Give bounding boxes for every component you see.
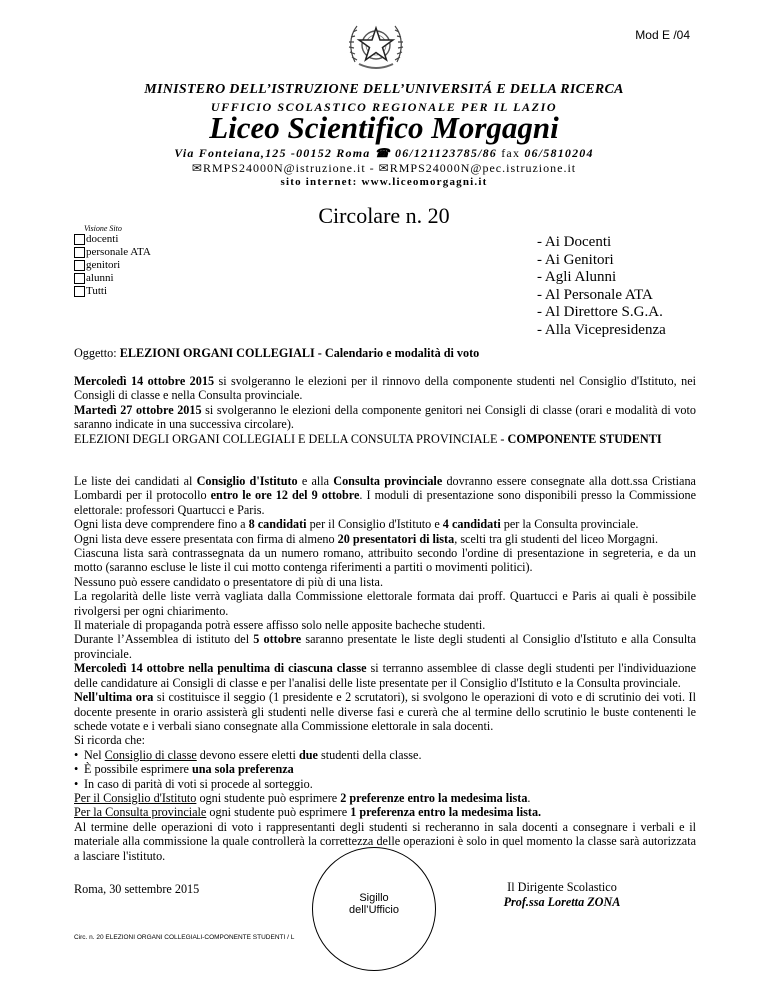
italian-republic-emblem-icon (345, 14, 407, 76)
checkbox-icon[interactable] (74, 286, 85, 297)
subject-line (74, 346, 696, 360)
date-parents: Martedì 27 ottobre 2015 (74, 402, 202, 417)
recipient: - Al Personale ATA (537, 286, 653, 303)
body-paragraph: Ogni lista deve essere presentata con firma di almeno 20 presentatori di lista, scelti tra gli studenti del liceo Morgagni. (74, 531, 659, 546)
visione-item[interactable] (74, 259, 151, 272)
intro-students (74, 374, 696, 403)
recipients-list (537, 234, 666, 339)
bullet-item: • È possibile esprimere una sola preferenza (74, 762, 294, 777)
phone-number: 06/121123785/86 (395, 146, 498, 160)
visione-item-label: personale ATA (86, 246, 151, 258)
school-address (0, 146, 768, 161)
email-separator: - (369, 161, 375, 175)
bullet-icon: • (74, 762, 79, 777)
body-paragraph: Per la Consulta provinciale ogni studente può esprimere 1 preferenza entro la medesima lista. (74, 805, 542, 820)
bullet-icon: • (74, 776, 79, 791)
visione-item[interactable] (74, 233, 151, 246)
recipient: - Ai Genitori (537, 251, 614, 268)
body-paragraph: Il materiale di propaganda potrà essere affisso solo nelle apposite bacheche studenti. (74, 618, 486, 633)
body-paragraph: Durante l’Assemblea di istituto del 5 ottobre saranno presentate le liste degli studenti al Consiglio d'Istituto e alla Consulta provinciale. (74, 632, 696, 661)
ministry-title: MINISTERO DELL’ISTRUZIONE DELL’UNIVERSITÁ E DELLA RICERCA (144, 82, 624, 97)
intro-text: si svolgeranno le elezioni per il rinnovo della componente studenti nel Consiglio d'Istituto, nei Consigli di classe e nella Consulta provinciale. (74, 374, 696, 403)
section-heading (74, 432, 696, 446)
body-paragraph: Ciascuna lista sarà contrassegnata da un numero romano, attribuito secondo l'ordine di presentazione in segreteria, e da un motto (saranno escluse le liste il cui motto contenga riferimenti a partiti o movimenti politici). (74, 546, 696, 575)
body-paragraph: Le liste dei candidati al Consiglio d'Istituto e alla Consulta provinciale dovranno essere consegnate alla dott.ssa Cristiana Lombardi per il protocollo entro le ore 12 del 9 ottobre. I moduli di presentazione sono disponibili presso la Commissione elettorale: professori Quartucci e Paris. (74, 474, 696, 517)
telephone-icon: ☎ (374, 146, 391, 160)
intro-paragraph (74, 374, 696, 432)
visione-item-label: Tutti (86, 285, 108, 297)
bullet-item: • In caso di parità di voti si procede al sorteggio. (74, 776, 313, 791)
seal-line: dell’Ufficio (349, 904, 399, 916)
checkbox-icon[interactable] (74, 273, 85, 284)
date-students: Mercoledì 14 ottobre 2015 (74, 374, 215, 388)
fax-label: fax (501, 146, 521, 160)
visione-item[interactable] (74, 246, 151, 259)
checkbox-icon[interactable] (74, 234, 85, 245)
signer-role: Il Dirigente Scolastico (507, 880, 617, 894)
document-footer-reference: Circ. n. 20 ELEZIONI ORGANI COLLEGIALI-COMPONENTE STUDENTI / L (74, 934, 295, 941)
email-address[interactable]: RMPS24000N@istruzione.it (202, 161, 366, 175)
envelope-icon: ✉ (191, 161, 203, 175)
visione-item[interactable] (74, 285, 151, 298)
recipient: - Agli Alunni (537, 269, 617, 285)
body-paragraph: Mercoledì 14 ottobre nella penultima di ciascuna classe si terranno assemblee di classe degli studenti per l'individuazione delle candidature ai Consigli di classe e per l'analisi delle liste presentate per il Consiglio d'Istituto e la Consulta provinciale. (74, 661, 696, 690)
body-paragraph: Si ricorda che: (74, 733, 146, 748)
visione-item-label: genitori (86, 259, 121, 271)
body-paragraph: La regolarità delle liste verrà vagliata dalla Commissione elettorale formata dai proff. Quartucci e Paris ai quali è possibile rivolgersi per ogni chiarimento. (74, 589, 696, 618)
section-title: ELEZIONI DEGLI ORGANI COLLEGIALI E DELLA CONSULTA PROVINCIALE - (74, 432, 508, 446)
body-paragraph: Nell'ultima ora si costituisce il seggio (1 presidente e 2 scrutatori), si svolgono le operazioni di voto e di scrutinio dei voti. Il docente presente in orario assisterà gli studenti nelle diverse fasi e curerà che al termine dello scrutinio le buste contenenti le schede votate e i verbali siano consegnate alla Commissione elettorale in sala docenti. (74, 690, 696, 733)
seal-line: Sigillo (359, 892, 389, 904)
body-paragraph: Nessuno può essere candidato o presentatore di più di una lista. (74, 574, 384, 589)
school-emails (0, 161, 768, 176)
mod-reference: Mod E /04 (635, 28, 690, 42)
school-name: Liceo Scientifico Morgagni (209, 110, 559, 145)
envelope-icon: ✉ (378, 161, 390, 175)
body-paragraph: Per il Consiglio d'Istituto ogni studente può esprimere 2 preferenze entro la medesima lista. (74, 790, 531, 805)
address-text: Via Fonteiana,125 -00152 Roma (174, 146, 371, 160)
intro-parents (74, 403, 696, 432)
body-paragraph: Ogni lista deve comprendere fino a 8 candidati per il Consiglio d'Istituto e 4 candidati per la Consulta provinciale. (74, 517, 639, 532)
main-body (74, 474, 696, 863)
school-website[interactable]: sito internet: www.liceomorgagni.it (280, 176, 488, 188)
visione-item-label: docenti (86, 233, 119, 245)
recipient: - Al Direttore S.G.A. (537, 304, 663, 320)
place-date: Roma, 30 settembre 2015 (74, 882, 200, 896)
recipient: - Ai Docenti (537, 234, 612, 250)
subject-text: ELEZIONI ORGANI COLLEGIALI - Calendario e modalità di voto (119, 346, 480, 360)
fax-number: 06/5810204 (524, 146, 594, 160)
checkbox-icon[interactable] (74, 260, 85, 271)
section-title-bold: COMPONENTE STUDENTI (507, 432, 662, 446)
body-paragraph: Al termine delle operazioni di voto i rappresentanti degli studenti si recheranno in sala docenti a consegnare i verbali e il materiale alla commissione la quale controllerà la correttezza delle operazioni è solo in quel momento la classe sarà autorizzata a lasciare l'istituto. (74, 819, 696, 863)
visione-item[interactable] (74, 272, 151, 285)
visione-item-label: alunni (86, 272, 114, 284)
checkbox-icon[interactable] (74, 247, 85, 258)
visione-sito-title: Visione Sito (84, 224, 122, 233)
signer-name: Prof.ssa Loretta ZONA (503, 895, 621, 909)
circular-title: Circolare n. 20 (318, 203, 450, 228)
recipient: - Alla Vicepresidenza (537, 321, 666, 338)
signature-block (462, 880, 662, 910)
bullet-item: • Nel Consiglio di classe devono essere eletti due studenti della classe. (74, 747, 422, 762)
subject-label: Oggetto: (74, 346, 117, 360)
intro-text: si svolgeranno le elezioni della componente genitori nei Consigli di classe (orari e modalità di voto saranno indicate in una successiva circolare). (74, 402, 696, 432)
regional-office-title: UFFICIO SCOLASTICO REGIONALE PER IL LAZIO (210, 100, 558, 114)
visione-sito-list (74, 233, 151, 298)
office-seal (312, 847, 436, 971)
pec-address[interactable]: RMPS24000N@pec.istruzione.it (389, 161, 577, 175)
bullet-icon: • (74, 747, 79, 762)
